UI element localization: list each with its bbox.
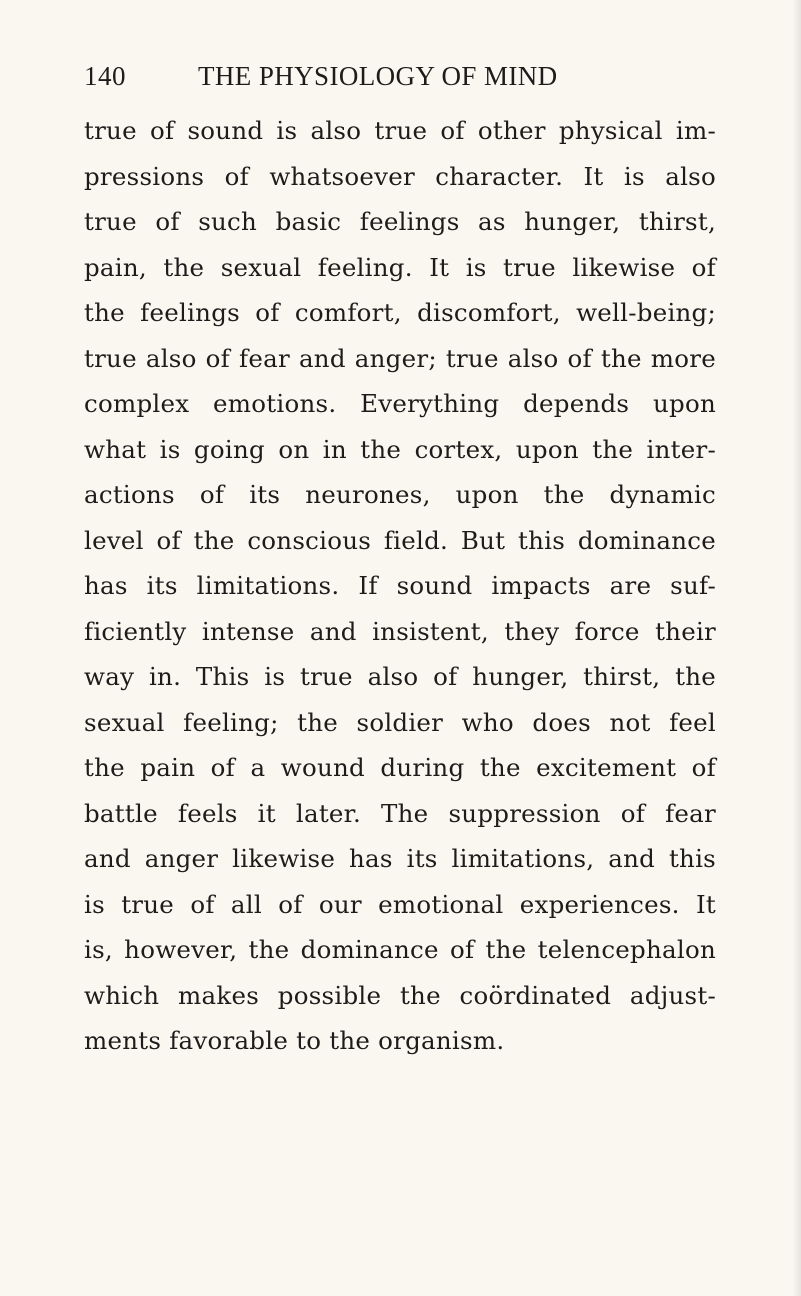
- text-line: is, however, the dominance of the telencephalon: [84, 935, 716, 964]
- text-line: true of such basic feelings as hunger, thirst,: [84, 207, 716, 236]
- text-line: has its limitations. If sound impacts are suf-: [84, 571, 716, 600]
- text-line: which makes possible the coördinated adjust-: [84, 980, 716, 1010]
- text-line: pain, the sexual feeling. It is true likewise of: [84, 252, 716, 282]
- page-edge-shadow: [792, 0, 801, 1296]
- text-line: is true of all of our emotional experiences. It: [84, 889, 716, 919]
- text-line: actions of its neurones, upon the dynamic: [84, 480, 716, 509]
- text-line: the pain of a wound during the excitement of: [84, 753, 716, 782]
- text-line: the feelings of comfort, discomfort, well-being;: [84, 298, 716, 327]
- text-line: battle feels it later. The suppression of fear: [84, 798, 716, 828]
- text-line: level of the conscious field. But this dominance: [84, 525, 716, 555]
- running-title: THE PHYSIOLOGY OF MIND: [198, 61, 558, 91]
- text-line: complex emotions. Everything depends upon: [84, 389, 716, 418]
- body-paragraph: [84, 108, 716, 1064]
- text-line: way in. This is true also of hunger, thirst, the: [84, 662, 716, 691]
- text-line: sexual feeling; the soldier who does not feel: [84, 707, 716, 737]
- text-line-last: ments favorable to the organism.: [84, 1026, 505, 1055]
- text-line: and anger likewise has its limitations, and this: [84, 844, 716, 873]
- running-head: [0, 58, 801, 94]
- page-number: 140: [84, 61, 126, 91]
- text-line: ficiently intense and insistent, they force their: [84, 616, 716, 646]
- text-line: pressions of whatsoever character. It is also: [84, 161, 716, 191]
- text-line: true of sound is also true of other physical im-: [84, 116, 716, 145]
- text-line: what is going on in the cortex, upon the inter-: [84, 434, 716, 464]
- text-line: true also of fear and anger; true also of the more: [84, 343, 716, 373]
